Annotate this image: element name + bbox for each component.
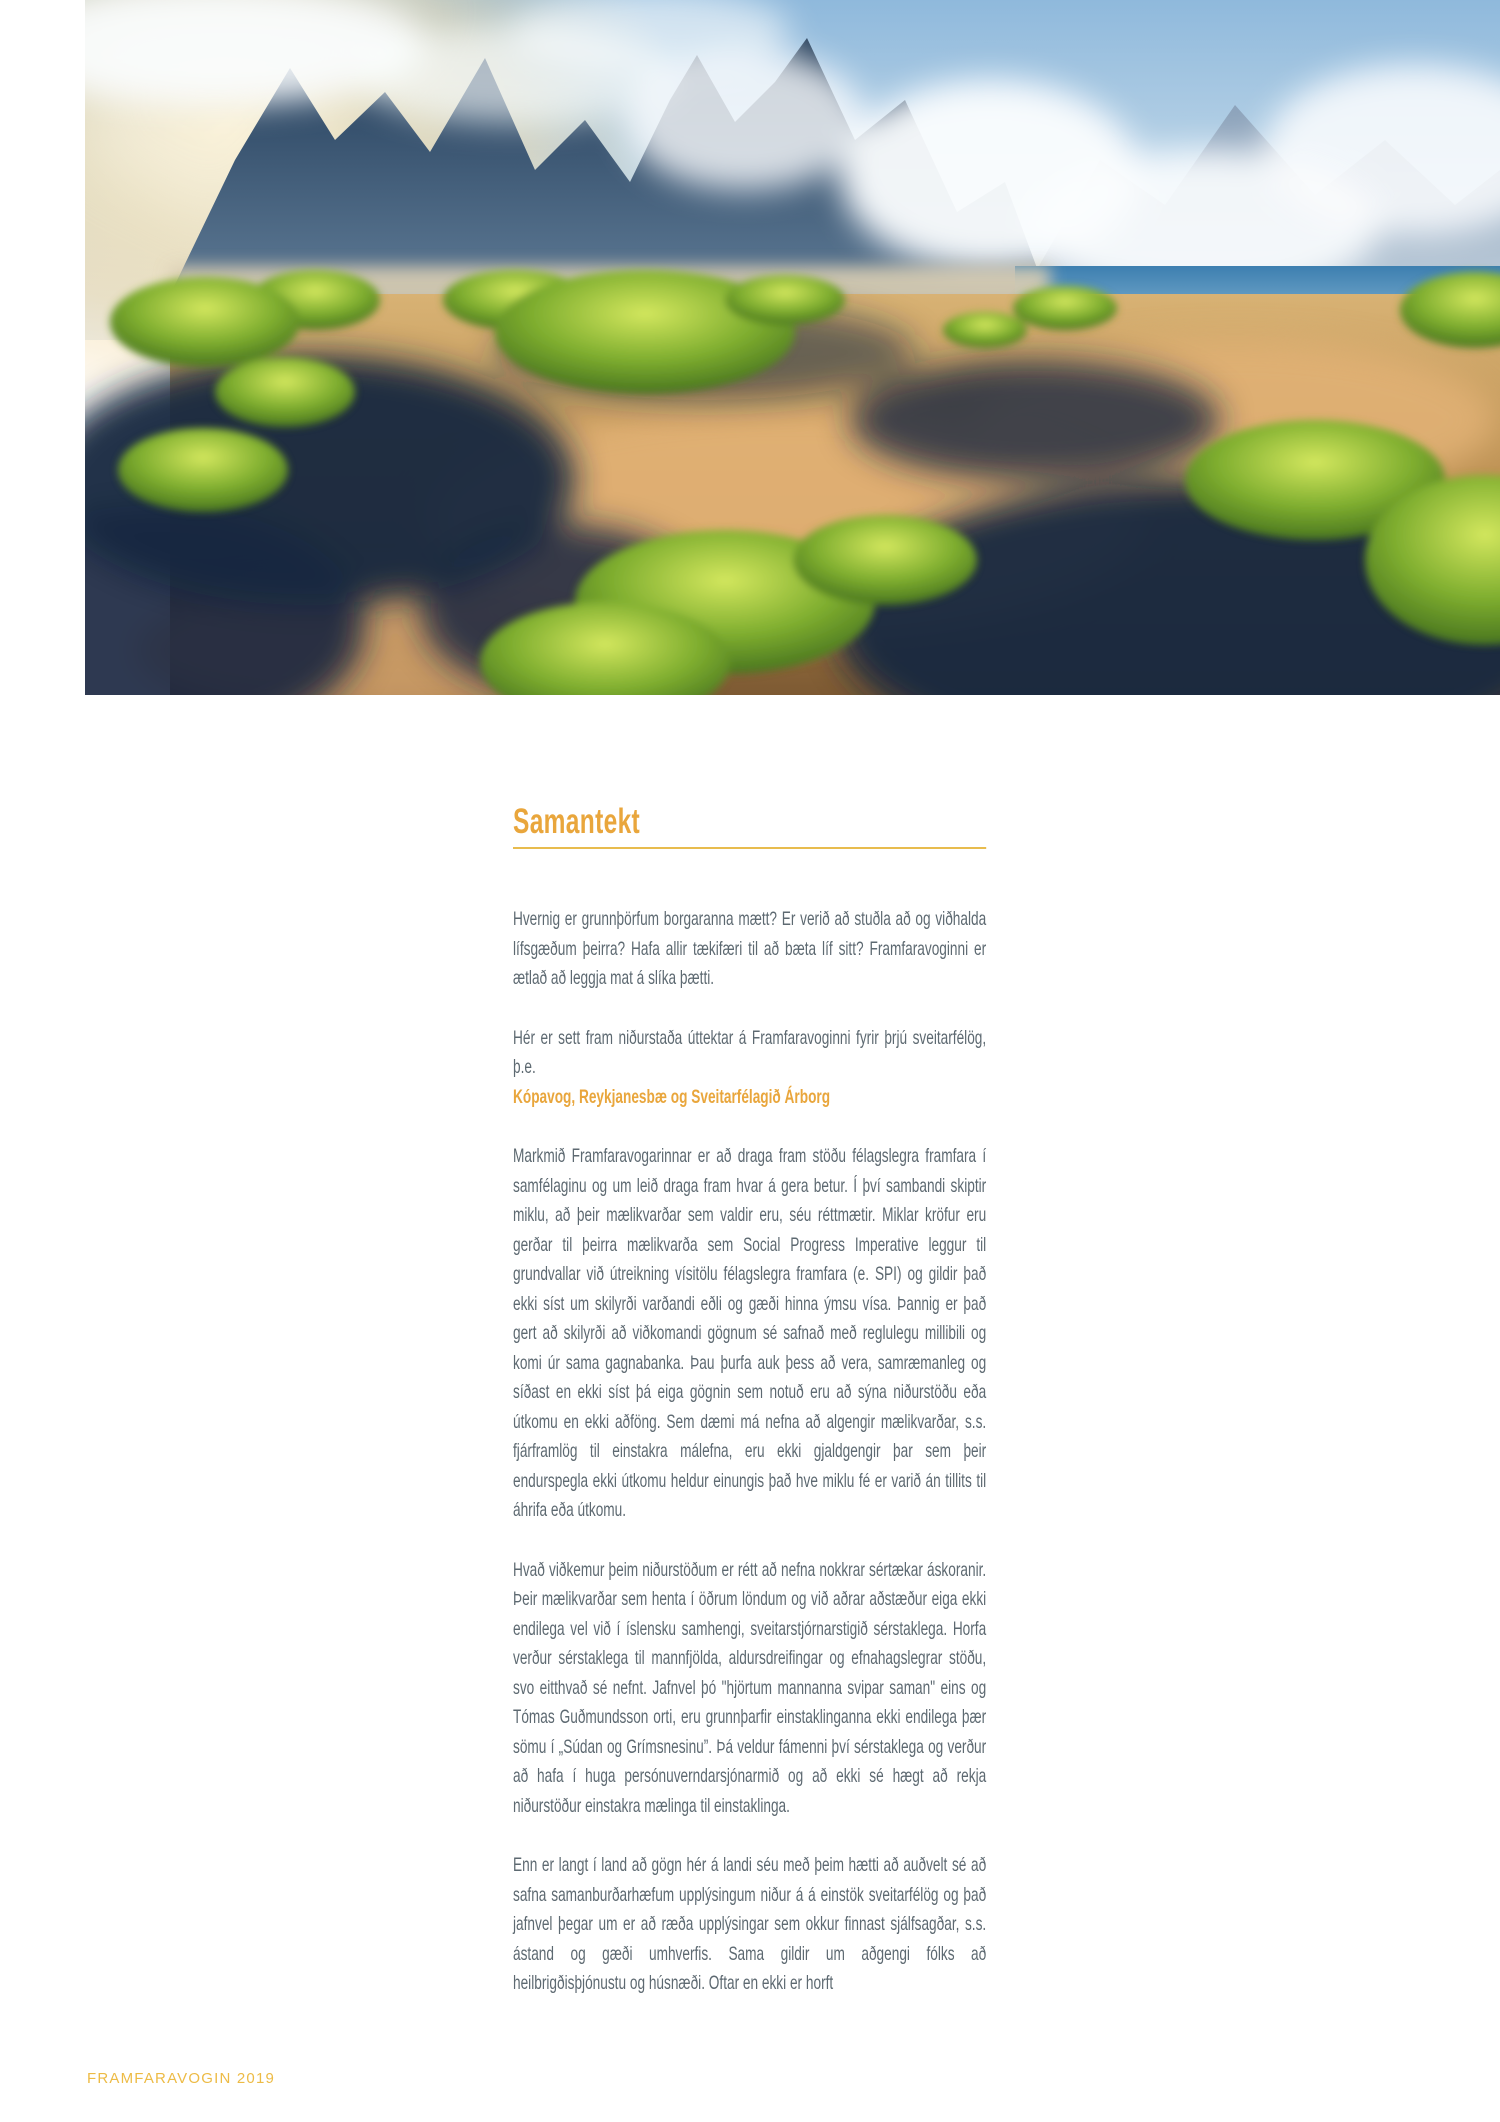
paragraph-2-intro: Hér er sett fram niðurstaða úttektar á Framfaravoginni fyrir þrjú sveitarfélög, þ.e. bbox=[513, 1026, 987, 1078]
footer-label: FRAMFARAVOGIN 2019 bbox=[87, 2070, 276, 2087]
paragraph-5: Enn er langt í land að gögn hér á landi séu með þeim hætti að auðvelt sé að safna samanburðarhæfum upplýsingum niður á á einstök sveitarfélög og það jafnvel þegar um er að ræða upplýsingar sem okkur finnast sjálfsagðar, s.s. ástand og gæði umhverfis. Sama gildir um aðgengi fólks að heilbrigðisþjónustu og húsnæði. Oftar en ekki er horft bbox=[513, 1854, 987, 1994]
hero-photo bbox=[85, 0, 1500, 695]
paragraph-3: Markmið Framfaravogarinnar er að draga fram stöðu félagslegra framfara í samfélaginu og um leið draga fram hvar á gera betur. Í því sambandi skiptir miklu, að þeir mælikvarðar sem valdir eru, séu réttmætir. Miklar kröfur eru gerðar til þeirra mælikvarða sem Social Progress Imperative leggur til grundvallar við útreikning vísitölu félagslegra framfara (e. SPI) og gildir það ekki síst um skilyrði varðandi eðli og gæði hinna ýmsu vísa. Þannig er það gert að skilyrði að viðkomandi gögnum sé safnað með reglulegu millibili og komi úr sama gagnabanka. Þau þurfa auk þess að vera, samræmanleg og síðast en ekki síst þá eiga gögnin sem notuð eru að sýna niðurstöðu eða útkomu en ekki aðföng. Sem dæmi má nefna að algengir mælikvarðar, s.s. fjárframlög til einstakra málefna, eru ekki gjaldgengir þar sem þeir endurspegla ekki útkomu heldur einungis það hve miklu fé er varið án tillits til áhrifa eða útkomu. bbox=[513, 1145, 987, 1521]
section-heading: Samantekt bbox=[513, 802, 641, 841]
heading-rule bbox=[513, 847, 986, 849]
paragraph-4: Hvað viðkemur þeim niðurstöðum er rétt að nefna nokkrar sértækar áskoranir. Þeir mælikvarðar sem henta í öðrum löndum og við aðrar aðstæður eiga ekki endilega vel við í íslensku samhengi, sveitarstjórnarstigið sérstaklega. Horfa verður sérstaklega til mannfjölda, aldursdreifingar og efnahagslegrar stöðu, svo eitthvað sé nefnt. Jafnvel þó "hjörtum mannanna svipar saman" eins og Tómas Guðmundsson orti, eru grunnþarfir einstaklinganna ekki endilega þær sömu í „Súdan og Grímsnesinu”. Þá veldur fámenni því sérstaklega og verður að hafa í huga persónuverndarsjónarmið og að ekki sé hægt að rekja niðurstöður einstakra mælinga til einstaklinga. bbox=[513, 1558, 987, 1817]
paragraph-1: Hvernig er grunnþörfum borgaranna mætt? Er verið að stuðla að og viðhalda lífsgæðum þeirra? Hafa allir tækifæri til að bæta líf sitt? Framfaravoginni er ætlað að leggja mat á slíka þætti. bbox=[513, 908, 987, 989]
paragraph-2-municipalities: Kópavog, Reykjanesbæ og Sveitarfélagið Árborg bbox=[513, 1085, 831, 1108]
paragraph-2 bbox=[513, 1024, 986, 1113]
summary-section bbox=[513, 803, 986, 2029]
